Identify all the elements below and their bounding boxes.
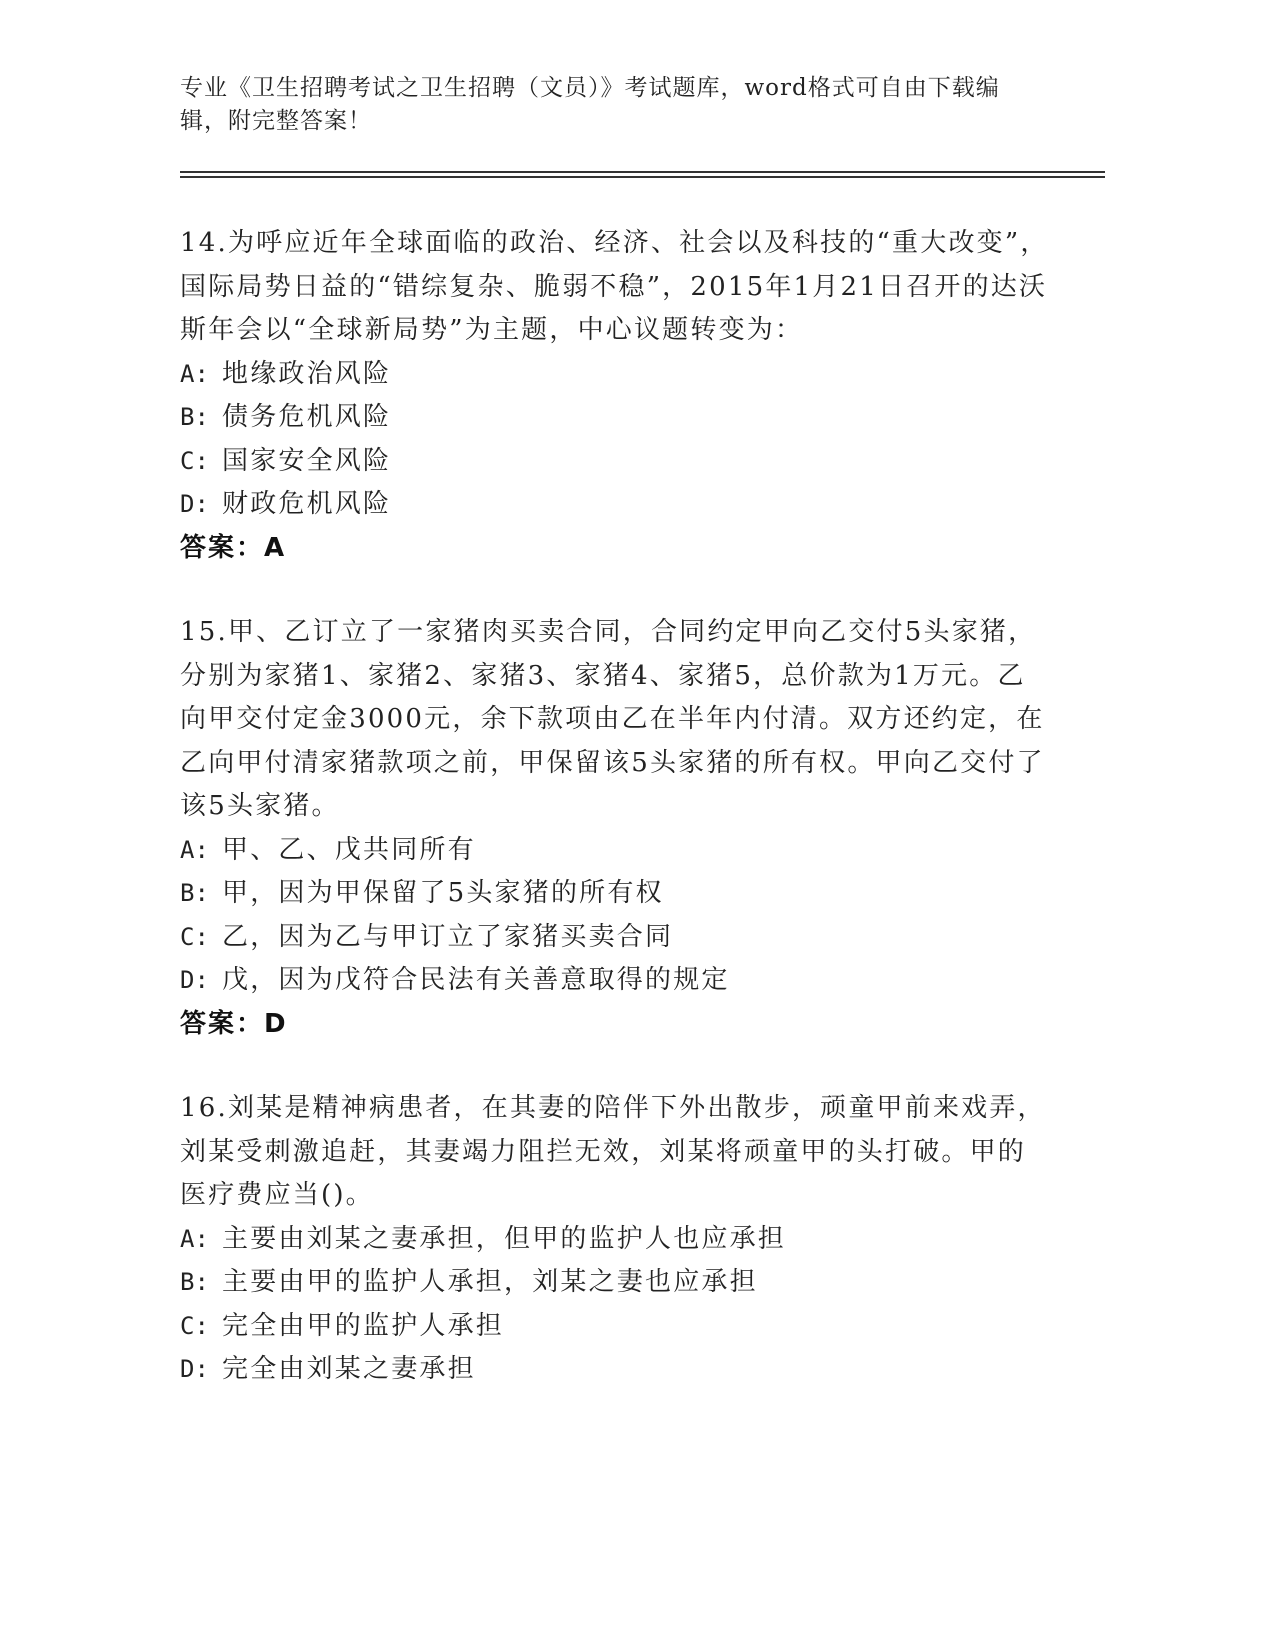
question-15	[180, 611, 1050, 1046]
question-list	[180, 222, 1050, 1433]
header-rule-bottom	[180, 176, 1105, 178]
option-text: 甲，因为甲保留了5头家猪的所有权	[222, 878, 664, 908]
answer-label: 答案：A	[180, 532, 287, 563]
option-letter: D:	[180, 1355, 209, 1383]
option-text: 完全由甲的监护人承担	[222, 1310, 505, 1341]
option-text: 乙，因为乙与甲订立了家猪买卖合同	[222, 921, 674, 952]
header-rule-top	[180, 171, 1105, 173]
option-text: 国家安全风险	[222, 445, 392, 476]
question-14	[180, 222, 1050, 570]
option-letter: D:	[180, 490, 209, 518]
option-b	[180, 396, 1050, 440]
option-c	[180, 440, 1050, 484]
option-d	[180, 1348, 1050, 1392]
option-letter: A:	[180, 1224, 209, 1253]
option-letter: B:	[180, 403, 209, 431]
option-d	[180, 959, 1050, 1003]
option-a	[180, 353, 1050, 397]
option-text: 主要由刘某之妻承担，但甲的监护人也应承担	[222, 1223, 787, 1254]
option-letter: C:	[180, 922, 209, 951]
option-c	[180, 1305, 1050, 1349]
option-b	[180, 872, 1050, 916]
document-header: 专业《卫生招聘考试之卫生招聘（文员）》考试题库，word格式可自由下载编辑，附完整答案！	[180, 75, 1000, 134]
option-letter: B:	[180, 879, 209, 907]
option-text: 债务危机风险	[222, 402, 392, 432]
option-letter: B:	[180, 1268, 209, 1296]
option-letter: A:	[180, 359, 209, 388]
question-stem: 15.甲、乙订立了一家猪肉买卖合同，合同约定甲向乙交付5头家猪，分别为家猪1、家猪2、家猪3、家猪4、家猪5，总价款为1万元。乙向甲交付定金3000元，余下款项由乙在半年内付清。双方还约定，在乙向甲付清家猪款项之前，甲保留该5头家猪的所有权。甲向乙交付了该5头家猪。	[180, 617, 1045, 821]
option-text: 主要由甲的监护人承担，刘某之妻也应承担	[222, 1267, 758, 1297]
option-text: 完全由刘某之妻承担	[222, 1354, 476, 1384]
option-text: 甲、乙、戊共同所有	[222, 834, 476, 865]
question-stem: 16.刘某是精神病患者，在其妻的陪伴下外出散步，顽童甲前来戏弄，刘某受刺激追赶，其妻竭力阻拦无效，刘某将顽童甲的头打破。甲的医疗费应当()。	[180, 1093, 1046, 1210]
question-stem: 14.为呼应近年全球面临的政治、经济、社会以及科技的“重大改变”，国际局势日益的“错综复杂、脆弱不稳”，2015年1月21日召开的达沃斯年会以“全球新局势”为主题，中心议题转变为：	[180, 228, 1049, 345]
option-d	[180, 483, 1050, 527]
option-text: 地缘政治风险	[222, 358, 392, 389]
question-16	[180, 1087, 1050, 1392]
option-letter: A:	[180, 835, 209, 864]
option-text: 财政危机风险	[222, 489, 392, 519]
option-c	[180, 916, 1050, 960]
option-a	[180, 1218, 1050, 1262]
option-letter: D:	[180, 966, 209, 994]
option-b	[180, 1261, 1050, 1305]
option-letter: C:	[180, 1311, 209, 1340]
answer-label: 答案：D	[180, 1008, 288, 1039]
option-a	[180, 829, 1050, 873]
option-letter: C:	[180, 446, 209, 475]
option-text: 戊，因为戊符合民法有关善意取得的规定	[222, 965, 730, 995]
